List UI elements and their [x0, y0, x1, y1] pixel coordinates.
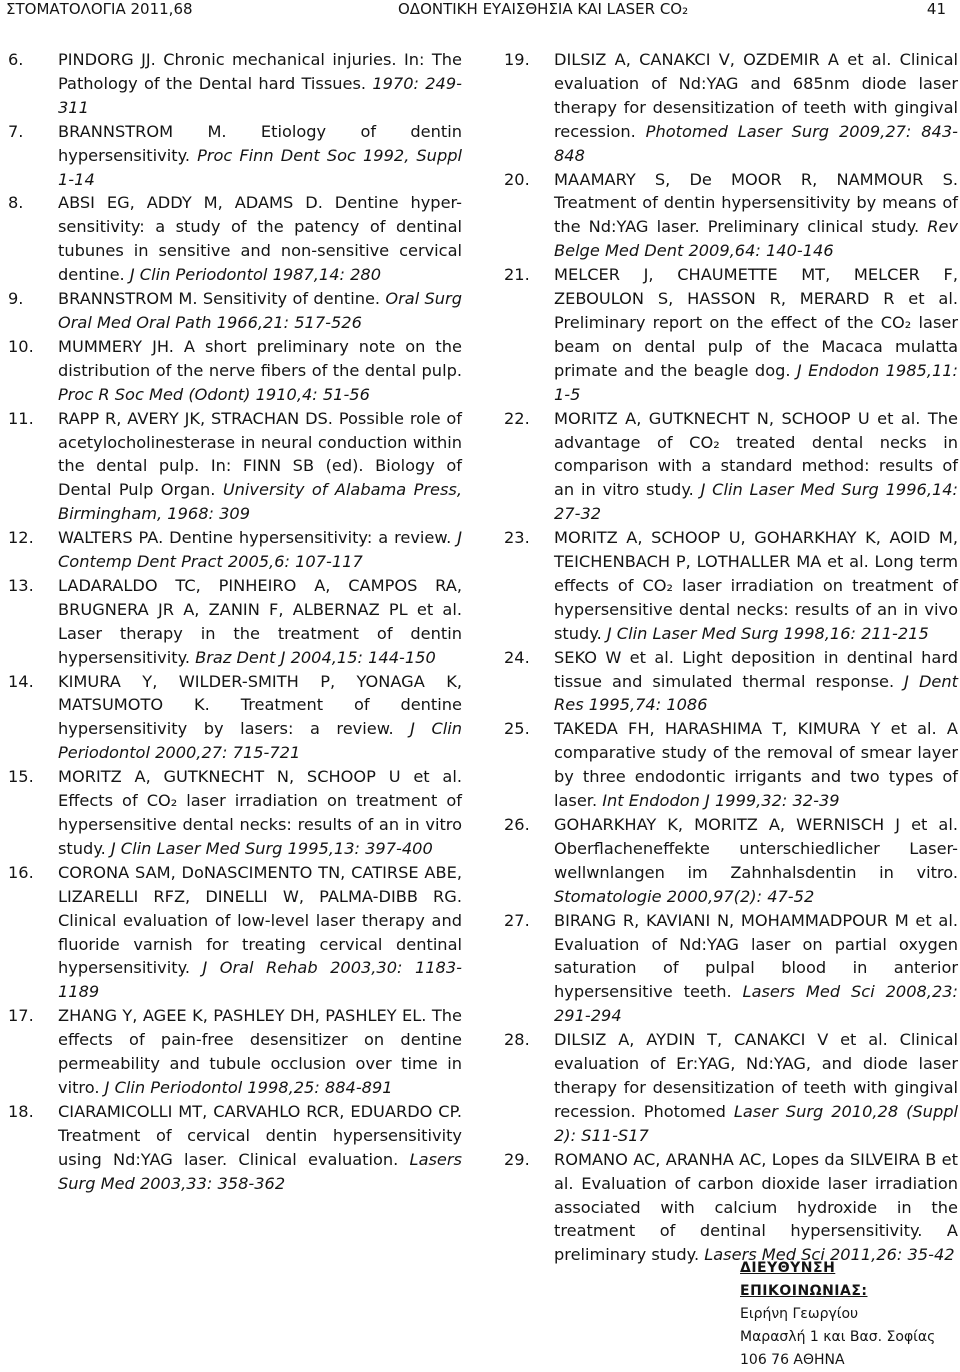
reference-number: 7.: [8, 121, 24, 141]
reference-title: The advantage of CO₂ treated dental necks in comparison with a standard method: results of an in vitro study.: [554, 408, 958, 500]
reference-authors: WALTERS PA.: [58, 528, 164, 548]
reference-source: J Clin Periodontol 2000,27: 715-721: [58, 719, 463, 763]
reference-source: Oral Surg Oral Med Oral Path 1966,21: 517-526: [58, 289, 462, 332]
reference-item: [8, 287, 462, 335]
reference-item: [504, 263, 958, 406]
reference-number: 27.: [504, 910, 530, 930]
contact-heading: ΔΙΕΥΘΥΝΣΗ ΕΠΙΚΟΙΝΩΝΙΑΣ:: [740, 1260, 868, 1299]
reference-authors: SEKO W et al.: [554, 647, 674, 667]
reference-number: 15.: [8, 767, 34, 787]
reference-authors: KIMURA Y, WILDER-SMITH P, YONAGA K, MATSUMOTO K.: [58, 671, 462, 715]
reference-authors: MAAMARY S, De MOOR R, NAMMOUR S.: [554, 169, 958, 189]
reference-title: The effects of pain-free desensitizer on dentine permeability and tubule occlusion over time in vitro.: [58, 1006, 462, 1097]
reference-number: 28.: [504, 1030, 530, 1050]
reference-authors: MORITZ A, SCHOOP U, GOHARKHAY K, AOID M, TEICHENBACH P, LOTHALLER MA et al.: [554, 528, 958, 572]
reference-authors: ZHANG Y, AGEE K, PASHLEY DH, PASHLEY EL.: [58, 1006, 427, 1026]
reference-title: Treatment of dentin hypersensitivity by means of the Nd:YAG laser. Preliminary clinical study.: [554, 193, 958, 237]
reference-item: [504, 168, 958, 264]
reference-source: Braz Dent J 2004,15: 144-150: [190, 647, 436, 667]
reference-authors: ABSI EG, ADDY M, ADAMS D.: [58, 193, 323, 213]
reference-source: University of Alabama Press, Birmingham, 1968: 309: [58, 480, 462, 524]
reference-title: Effects of CO₂ laser irradiation on treatment of hypersensitive dental necks: results of an in vitro study.: [58, 791, 462, 858]
reference-title: A short preliminary note on the distribution of the nerve fibers of the dental pulp.: [58, 336, 462, 380]
reference-source: J Endodon 1985,11: 1-5: [554, 360, 958, 404]
reference-authors: LADARALDO TC, PINHEIRO A, CAMPOS RA, BRUGNERA JR A, ZANIN F, ALBERNAZ PL et al.: [58, 575, 462, 619]
reference-title: Evaluation of carbon dioxide laser irradiation associated with calcium hydroxide in the treatment of dentinal hypersensitivity. A preliminary study.: [554, 1173, 958, 1265]
reference-source: Lasers Med Sci 2008,23: 291-294: [554, 982, 958, 1026]
references-left-column: [8, 48, 462, 1196]
reference-number: 24.: [504, 647, 530, 667]
reference-source: J Clin Periodontol 1998,25: 884-891: [99, 1077, 393, 1097]
reference-source: J Dent Res 1995,74: 1086: [554, 671, 958, 715]
reference-source: Rev Belge Med Dent 2009,64: 140-146: [554, 217, 958, 261]
reference-authors: BIRANG R, KAVIANI N, MOHAMMADPOUR M et al.: [554, 910, 958, 930]
reference-source: Laser Surg 2010,28 (Suppl 2): S11-S17: [554, 1101, 958, 1145]
reference-item: [8, 407, 462, 527]
reference-title: Treatment of dentine hypersensitivity by lasers: a review.: [58, 695, 462, 739]
reference-source: J Clin Laser Med Surg 1995,13: 397-400: [105, 838, 433, 858]
journal-name: ΣΤΟΜΑΤΟΛΟΓΙΑ 2011,68: [6, 0, 193, 18]
reference-authors: MELCER J, CHAUMETTE MT, MELCER F, ZEBOULON S, HASSON R, MERARD R et al.: [554, 265, 958, 309]
reference-item: [8, 670, 462, 766]
reference-number: 11.: [8, 408, 34, 428]
reference-number: 21.: [504, 265, 530, 285]
reference-number: 14.: [8, 671, 34, 691]
reference-number: 17.: [8, 1006, 34, 1026]
running-title: ΟΔΟΝΤΙΚΗ ΕΥΑΙΣΘΗΣΙΑ ΚΑΙ LASER CO₂: [398, 0, 689, 18]
reference-source: Int Endodon J 1999,32: 32-39: [597, 791, 840, 811]
reference-authors: CIARAMICOLLI MT, CARVAHLO RCR, EDUARDO CP.: [58, 1101, 462, 1121]
reference-source: 1970: 249-311: [58, 73, 462, 117]
reference-number: 23.: [504, 528, 530, 548]
reference-number: 20.: [504, 169, 530, 189]
reference-source: Proc R Soc Med (Odont) 1910,4: 51-56: [58, 384, 370, 404]
reference-number: 29.: [504, 1149, 530, 1169]
reference-title: Etiology of dentin hypersensitivity.: [58, 121, 462, 165]
reference-item: [8, 1100, 462, 1196]
reference-item: [8, 574, 462, 670]
reference-title: Long term effects of CO₂ laser irradiation on treatment of hypersensitive dental necks: results of an in vivo study.: [554, 552, 958, 643]
reference-authors: PINDORG JJ.: [58, 50, 156, 69]
reference-source: J Clin Laser Med Surg 1998,16: 211-215: [601, 623, 929, 643]
reference-item: [504, 646, 958, 718]
reference-item: [8, 1004, 462, 1100]
reference-title: Oberflacheneffekte unterschiedlicher Laser-wellwnlangen im Zahnhalsdentin in vitro.: [554, 838, 958, 882]
reference-source: Stomatologie 2000,97(2): 47-52: [554, 886, 815, 906]
reference-title: Chronic mechanical injuries. In: The Pathology of the Dental hard Tissues.: [58, 50, 462, 93]
reference-source: J Clin Periodontol 1987,14: 280: [124, 265, 382, 285]
reference-source: J Contemp Dent Pract 2005,6: 107-117: [58, 528, 462, 572]
reference-authors: ROMANO AC, ARANHA AC, Lopes da SILVEIRA B et al.: [554, 1149, 958, 1193]
reference-item: [8, 191, 462, 287]
reference-number: 26.: [504, 815, 530, 834]
reference-item: [8, 526, 462, 574]
reference-source: Lasers Med Sci 2011,26: 35-42: [699, 1245, 955, 1265]
reference-title: Light deposition in dentinal hard tissue and simulated thermal response.: [554, 647, 958, 691]
reference-item: [504, 48, 958, 168]
contact-city: 106 76 ΑΘΗΝΑ: [740, 1352, 845, 1368]
page-header: [6, 0, 950, 22]
reference-title: Treatment of cervical dentin hypersensitivity using Nd:YAG laser. Clinical evaluation.: [58, 1125, 462, 1169]
reference-authors: GOHARKHAY K, MORITZ A, WERNISCH J et al.: [554, 815, 958, 834]
reference-authors: BRANNSTROM M.: [58, 289, 198, 309]
references-right-column: [504, 48, 958, 1267]
reference-title: Clinical evaluation of Nd:YAG and 685nm diode laser therapy for desensitization of teeth with gingival recession.: [554, 50, 958, 141]
reference-title: Clinical evaluation of Er:YAG, Nd:YAG, and diode laser therapy for desensitization of teeth with gingival recession. Photomed: [554, 1030, 958, 1121]
reference-title: Dentine hypersensitivity: a review.: [163, 528, 452, 548]
reference-item: [8, 120, 462, 192]
reference-item: [504, 407, 958, 527]
reference-authors: CORONA SAM, DoNASCIMENTO TN, CATIRSE ABE, LIZARELLI RFZ, DINELLI W, PALMA-DIBB RG.: [58, 862, 462, 906]
reference-source: Lasers Surg Med 2003,33: 358-362: [58, 1149, 462, 1193]
reference-number: 25.: [504, 719, 530, 739]
reference-number: 19.: [504, 50, 530, 69]
reference-title: Evaluation of Nd:YAG laser on partial oxygen saturation of pulpal blood in anterior hypersensitive teeth.: [554, 934, 958, 1002]
reference-title: Possible role of acetylocholinesterase in neural conduction within the dental pulp. In: FINN SB (ed). Biology of Dental Pulp Organ.: [58, 408, 462, 500]
reference-number: 12.: [8, 528, 34, 548]
reference-authors: DILSIZ A, AYDIN T, CANAKCI V et al.: [554, 1030, 888, 1050]
reference-authors: MUMMERY JH.: [58, 336, 174, 356]
reference-number: 16.: [8, 862, 34, 882]
page-number: 41: [926, 0, 946, 18]
reference-source: Proc Finn Dent Soc 1992, Suppl 1-14: [58, 145, 462, 189]
reference-item: [8, 335, 462, 407]
reference-authors: RAPP R, AVERY JK, STRACHAN DS.: [58, 408, 333, 428]
contact-street: Μαρασλή 1 και Βασ. Σοφίας: [740, 1329, 936, 1345]
reference-item: [8, 48, 462, 120]
reference-source: J Clin Laser Med Surg 1996,14: 27-32: [554, 480, 959, 524]
contact-name: Ειρήνη Γεωργίου: [740, 1306, 859, 1322]
reference-authors: MORITZ A, GUTKNECHT N, SCHOOP U et al.: [554, 408, 921, 428]
reference-source: J Oral Rehab 2003,30: 1183-1189: [58, 958, 462, 1002]
reference-title: A comparative study of the removal of smear layer by three endodontic irrigants and two types of laser.: [554, 719, 958, 811]
reference-authors: MORITZ A, GUTKNECHT N, SCHOOP U et al.: [58, 767, 462, 787]
reference-authors: DILSIZ A, CANAKCI V, OZDEMIR A et al.: [554, 50, 892, 69]
reference-number: 13.: [8, 575, 34, 595]
reference-number: 18.: [8, 1101, 34, 1121]
reference-authors: TAKEDA FH, HARASHIMA T, KIMURA Y et al.: [554, 719, 937, 739]
reference-title: Clinical evaluation of low-level laser therapy and fluoride varnish for treating cervical dentinal hypersensitivity.: [58, 910, 462, 978]
reference-item: [504, 717, 958, 813]
reference-number: 10.: [8, 336, 34, 356]
contact-address: [740, 1257, 955, 1372]
reference-title: Laser therapy in the treatment of dentin hypersensitivity.: [58, 623, 462, 667]
reference-number: 6.: [8, 50, 24, 69]
reference-item: [504, 526, 958, 646]
reference-item: [504, 1028, 958, 1148]
reference-number: 9.: [8, 289, 24, 309]
reference-item: [504, 1148, 958, 1268]
reference-source: Photomed Laser Surg 2009,27: 843-848: [554, 121, 958, 165]
reference-number: 22.: [504, 408, 530, 428]
reference-number: 8.: [8, 193, 24, 213]
reference-item: [504, 813, 958, 909]
reference-title: Dentine hyper-sensitivity: a study of the patency of dentinal tubunes in sensitive and non-sensitive cervical dentine.: [58, 193, 462, 285]
reference-item: [504, 909, 958, 1029]
reference-title: Sensitivity of dentine.: [197, 289, 381, 309]
reference-item: [8, 765, 462, 861]
reference-title: Preliminary report on the effect of the CO₂ laser beam on dental pulp of the Macaca mulatta primate and the beagle dog.: [554, 312, 958, 380]
reference-item: [8, 861, 462, 1004]
reference-authors: BRANNSTROM M.: [58, 121, 227, 141]
